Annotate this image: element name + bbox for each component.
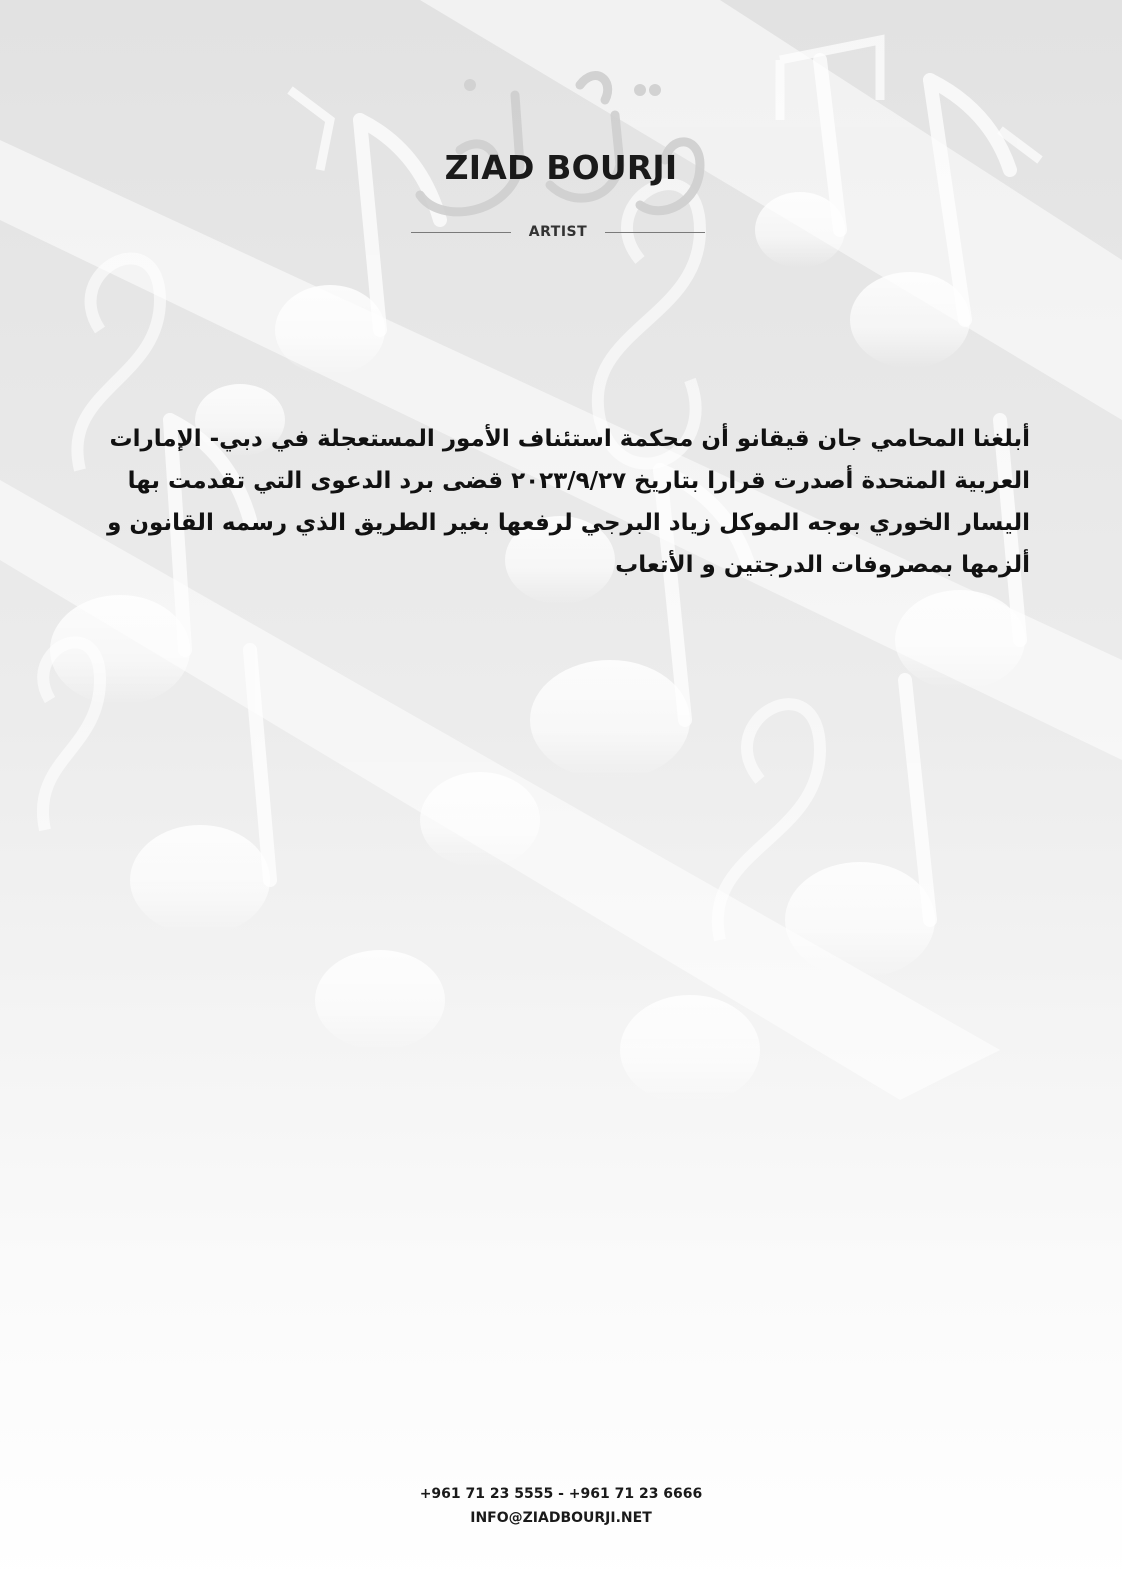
arabic-signature-logo-icon [400, 55, 730, 230]
contact-footer [0, 1482, 1122, 1530]
artist-name: ZIAD BOURJI [444, 148, 678, 187]
statement-paragraph: أبلغنا المحامي جان قيقانو أن محكمة استئناف الأمور المستعجلة في دبي- الإمارات العربية المتحدة أصدرت قرارا بتاريخ ٢٠٢٣/٩/٢٧ قضى برد الدعوى التي تقدمت بها اليسار الخوري بوجه الموكل زياد البرجي لرفعها بغير الطريق الذي رسمه القانون و ألزمها بمصروفات الدرجتين و الأتعاب [107, 426, 1030, 578]
statement-body [90, 418, 1030, 586]
artist-subtitle: ARTIST [528, 224, 588, 240]
letterhead [0, 0, 1122, 260]
right-divider [605, 232, 705, 233]
left-divider [411, 232, 511, 233]
email-address: INFO@ZIADBOURJI.NET [470, 1510, 652, 1526]
phone-numbers: +961 71 23 5555 - +961 71 23 6666 [419, 1486, 703, 1502]
subtitle-row [408, 220, 708, 244]
